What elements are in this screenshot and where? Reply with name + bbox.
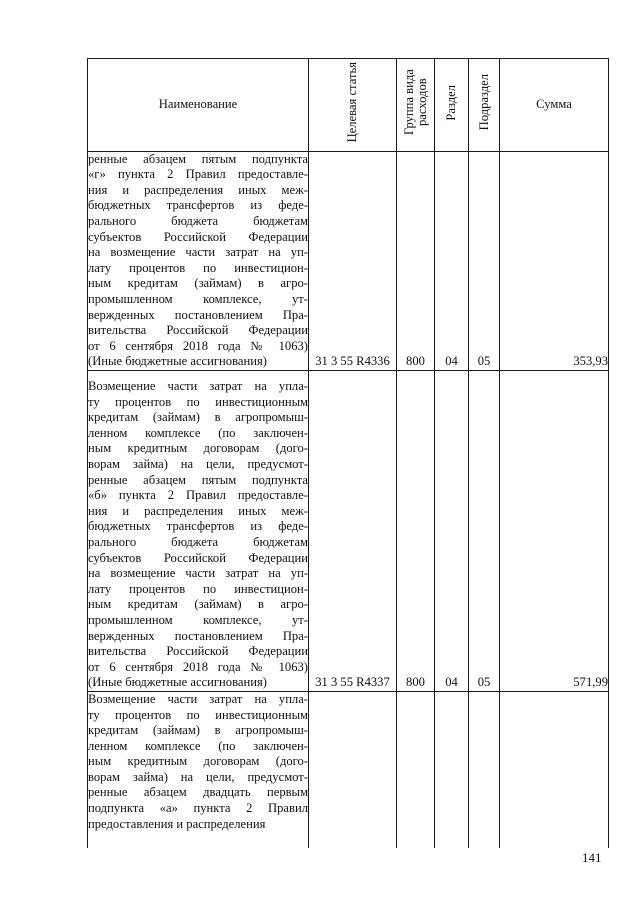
name-line: рального бюджета бюджетам — [88, 213, 308, 228]
row-name-cell — [88, 370, 309, 691]
name-line: рального бюджета бюджетам — [88, 534, 308, 549]
name-line: субъектов Российской Федерации — [88, 229, 308, 244]
name-line: ту процентов по инвестиционным — [88, 707, 308, 722]
name-line: ным кредитным договорам (дого- — [88, 754, 308, 769]
name-line: «б» пункта 2 Правил предоставле- — [88, 488, 308, 503]
name-line: от 6 сентября 2018 года № 1063) — [88, 338, 308, 353]
table-row — [88, 151, 609, 370]
name-line: ным кредитам (займам) в агро- — [88, 276, 308, 291]
page-number: 141 — [582, 850, 602, 865]
header-sum: Сумма — [500, 59, 609, 152]
name-line: (Иные бюджетные ассигнования) — [88, 675, 267, 690]
row-target-item — [309, 691, 397, 848]
name-line: ту процентов по инвестиционным — [88, 394, 308, 409]
name-line: (Иные бюджетные ассигнования) — [88, 354, 267, 369]
header-name: Наименование — [88, 59, 309, 152]
name-line: ренные абзацем пятым подпункта — [88, 472, 308, 487]
name-line: от 6 сентября 2018 года № 1063) — [88, 659, 308, 674]
name-line: лату процентов по инвестицион- — [88, 581, 308, 596]
name-line: на возмещение части затрат на уп- — [88, 566, 308, 581]
row-expense-group: 800 — [397, 151, 435, 370]
name-line: ленном комплексе (по заключен- — [88, 425, 308, 440]
header-target-item: Целевая статья — [309, 59, 397, 152]
name-line: подпункта «а» пункта 2 Правил — [88, 801, 308, 816]
name-line: ным кредитным договорам (дого- — [88, 441, 308, 456]
row-expense-group — [397, 691, 435, 848]
row-sum — [500, 691, 609, 848]
name-line: субъектов Российской Федерации — [88, 550, 308, 565]
name-line: кредитам (займам) в агропромыш- — [88, 410, 308, 425]
row-subsection: 05 — [469, 370, 500, 691]
name-line: на возмещение части затрат на уп- — [88, 245, 308, 260]
name-line: ворам займа) на цели, предусмот- — [88, 457, 308, 471]
row-section: 04 — [435, 370, 469, 691]
name-line: «г» пункта 2 Правил предоставле- — [88, 167, 308, 182]
table-row — [88, 691, 609, 848]
header-expense-group: Группа вида расходов — [397, 59, 435, 152]
name-line: промышленном комплексе, ут- — [88, 291, 308, 306]
row-sum: 353,93 — [500, 151, 609, 370]
name-line: вержденных постановлением Пра- — [88, 628, 308, 643]
row-name-cell — [88, 691, 309, 848]
row-section: 04 — [435, 151, 469, 370]
name-line: бюджетных трансфертов из феде- — [88, 519, 308, 534]
row-subsection: 05 — [469, 151, 500, 370]
table-row — [88, 370, 609, 691]
name-line: промышленном комплексе, ут- — [88, 612, 308, 627]
name-line: Возмещение части затрат на упла- — [88, 691, 308, 706]
name-line: вительства Российской Федерации — [88, 323, 308, 338]
name-line: ния и распределения иных меж- — [88, 503, 308, 518]
name-line: ным кредитам (займам) в агро- — [88, 597, 308, 612]
row-sum: 571,99 — [500, 370, 609, 691]
name-line: ворам займа) на цели, предусмот- — [88, 769, 308, 784]
header-subsection: Подраздел — [469, 59, 500, 152]
row-expense-group: 800 — [397, 370, 435, 691]
name-line: ренные абзацем пятым подпункта — [88, 151, 308, 166]
name-line: вительства Российской Федерации — [88, 644, 308, 659]
name-line: вержденных постановлением Пра- — [88, 307, 308, 322]
row-target-item: 31 3 55 R4337 — [309, 370, 397, 691]
budget-table — [87, 58, 609, 848]
row-target-item: 31 3 55 R4336 — [309, 151, 397, 370]
name-line: кредитам (займам) в агропромыш- — [88, 723, 308, 738]
row-section — [435, 691, 469, 848]
name-line: ния и распределения иных меж- — [88, 182, 308, 197]
name-line: лату процентов по инвестицион- — [88, 260, 308, 275]
name-line: Возмещение части затрат на упла- — [88, 379, 308, 394]
name-line: бюджетных трансфертов из феде- — [88, 198, 308, 213]
header-section: Раздел — [435, 59, 469, 152]
name-line: предоставления и распределения — [88, 816, 266, 831]
row-subsection — [469, 691, 500, 848]
row-name-cell — [88, 151, 309, 370]
name-line: ренные абзацем двадцать первым — [88, 785, 308, 800]
name-line: ленном комплексе (по заключен- — [88, 738, 308, 753]
table-header-row — [88, 59, 609, 152]
